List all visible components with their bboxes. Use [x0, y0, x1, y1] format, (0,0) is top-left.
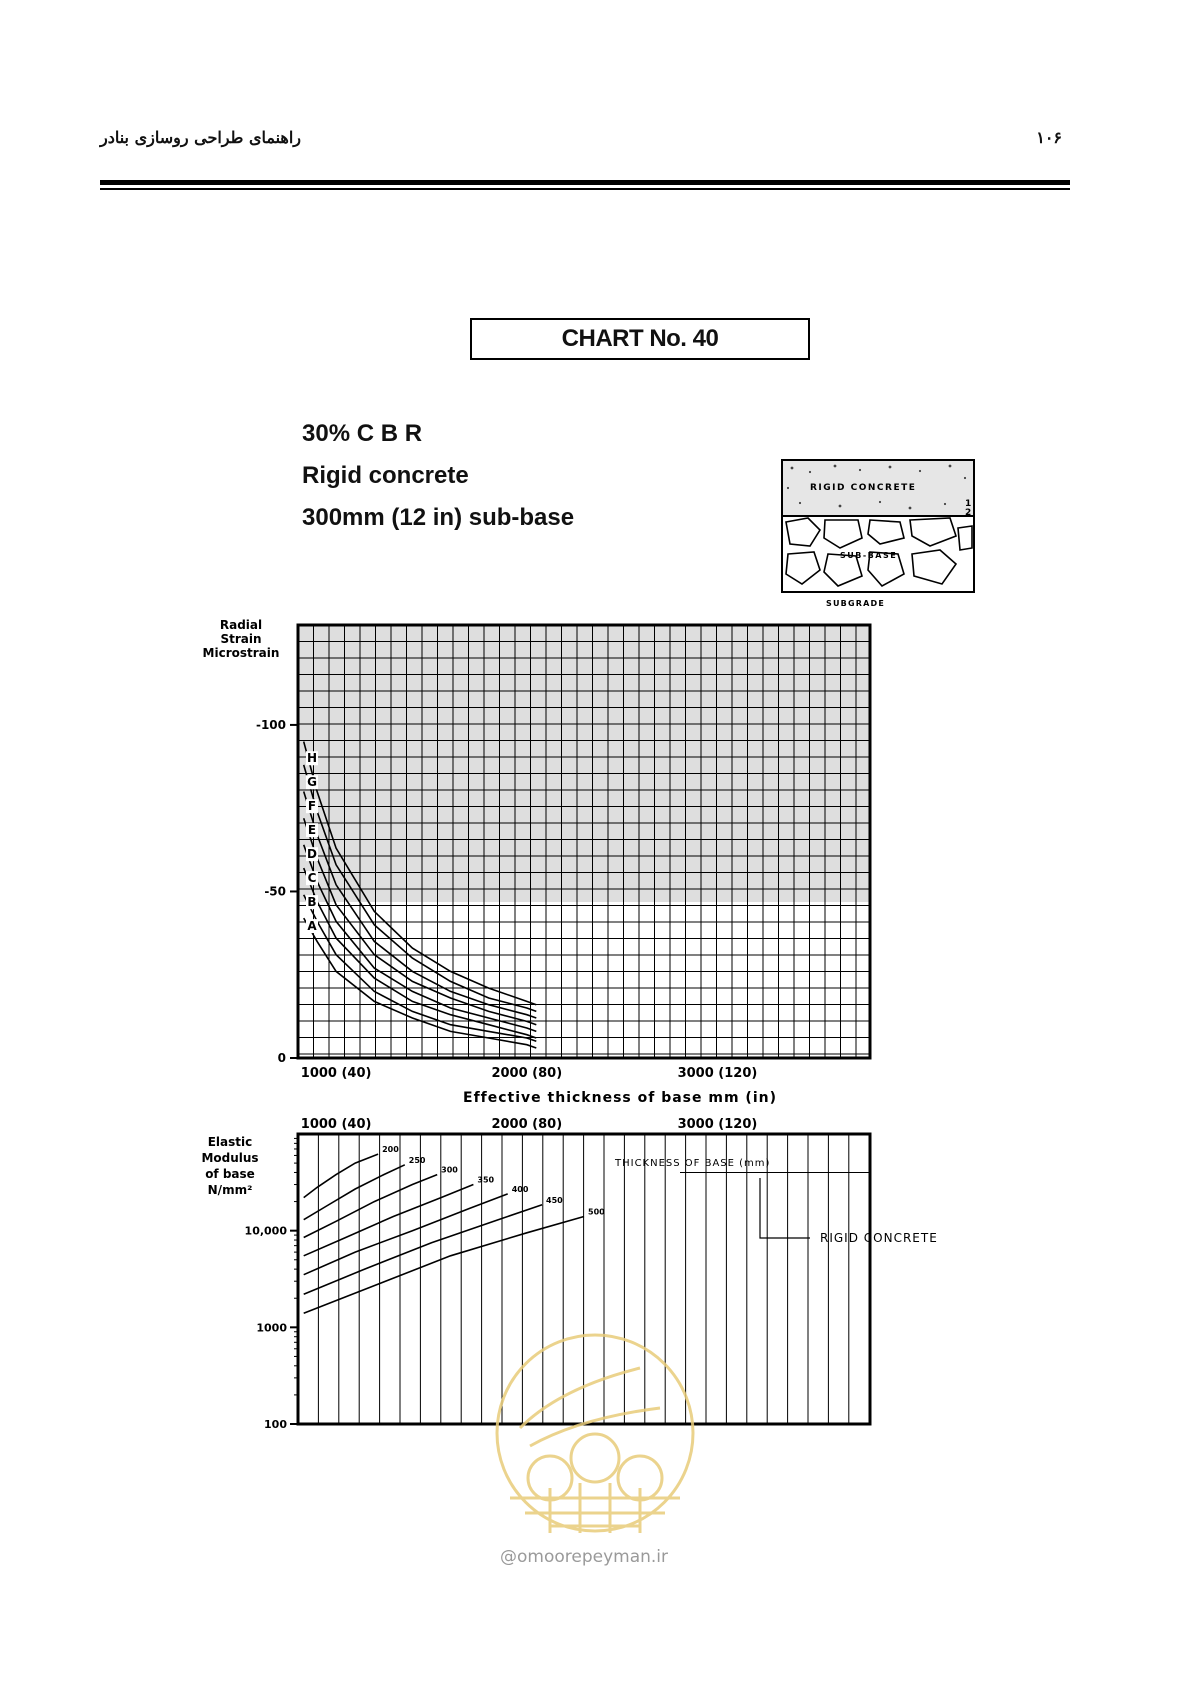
y-tick-label: -50	[264, 884, 286, 899]
modulus-curves	[304, 1145, 605, 1313]
curve-label-300: 300	[441, 1165, 458, 1175]
strain-xlabel: Effective thickness of base mm (in)	[463, 1090, 777, 1105]
x-tick-label: 2000 (80)	[491, 1066, 563, 1081]
curve-label-450: 450	[546, 1195, 563, 1205]
page-header	[100, 128, 1070, 158]
document-title: راهنمای طراحی روسازی بنادر	[100, 128, 302, 147]
curve-label-200: 200	[382, 1145, 399, 1155]
curve-label-400: 400	[511, 1184, 529, 1194]
pavement-diagram	[780, 458, 980, 610]
modulus-curve-200	[304, 1154, 378, 1198]
curve-label-E: E	[307, 823, 317, 838]
thickness-of-base-label: THICKNESS OF BASE (mm)	[615, 1158, 771, 1169]
y-tick-label: 1000	[256, 1321, 287, 1335]
modulus-curve-500	[304, 1217, 584, 1314]
curve-label-250: 250	[408, 1155, 426, 1165]
spec-subbase: 300mm (12 in) sub-base	[302, 504, 575, 531]
diagram-marker-2: 2	[965, 508, 972, 518]
spec-cbr: 30% C B R	[302, 420, 423, 447]
x-tick-label: 2000 (80)	[491, 1118, 563, 1132]
curve-label-500: 500	[588, 1207, 605, 1217]
y-tick-label: 0	[277, 1051, 286, 1065]
curve-label-350: 350	[477, 1175, 495, 1185]
curve-label-C: C	[307, 871, 317, 886]
diagram-marker-1: 1	[965, 499, 972, 509]
strain-ylabel-line1: Radial Strain Microstrain	[202, 618, 280, 660]
y-tick-label: 10,000	[244, 1224, 287, 1238]
modulus-curve-400	[304, 1194, 508, 1275]
strain-shaded-zone	[298, 625, 870, 902]
x-tick-label: 3000 (120)	[677, 1066, 758, 1081]
curve-label-F: F	[307, 799, 317, 814]
curve-label-H: H	[306, 751, 318, 766]
spec-surface: Rigid concrete	[302, 462, 469, 489]
curve-label-A: A	[307, 919, 317, 934]
header-rule-thick	[100, 180, 1070, 185]
chart-number-box: CHART No. 40	[470, 318, 810, 360]
modulus-curve-450	[304, 1205, 542, 1294]
curve-label-D: D	[307, 847, 317, 862]
watermark-url: @omoorepeyman.ir	[500, 1547, 669, 1567]
x-tick-label: 1000 (40)	[300, 1066, 372, 1081]
rigid-concrete-label: RIGID CONCRETE	[820, 1231, 938, 1245]
diagram-label-subbase: SUB-BASE	[840, 551, 898, 560]
diagram-label-concrete: RIGID CONCRETE	[810, 483, 917, 493]
diagram-label-subgrade: SUBGRADE	[826, 599, 885, 608]
curve-label-B: B	[307, 895, 317, 910]
strain-curve-B	[304, 895, 537, 1042]
y-tick-label: -100	[255, 717, 286, 732]
curve-label-G: G	[307, 775, 317, 790]
modulus-ylabel-lines: Elastic Modulus of base N/mm²	[201, 1135, 259, 1197]
x-tick-label: 3000 (120)	[677, 1118, 758, 1132]
header-rule-thin	[100, 188, 1070, 190]
watermark-seal	[490, 1328, 700, 1538]
x-tick-label: 1000 (40)	[300, 1118, 372, 1132]
page-number: ۱۰۶	[1036, 128, 1062, 147]
y-tick-label: 100	[264, 1418, 287, 1431]
strain-chart	[170, 615, 990, 1105]
